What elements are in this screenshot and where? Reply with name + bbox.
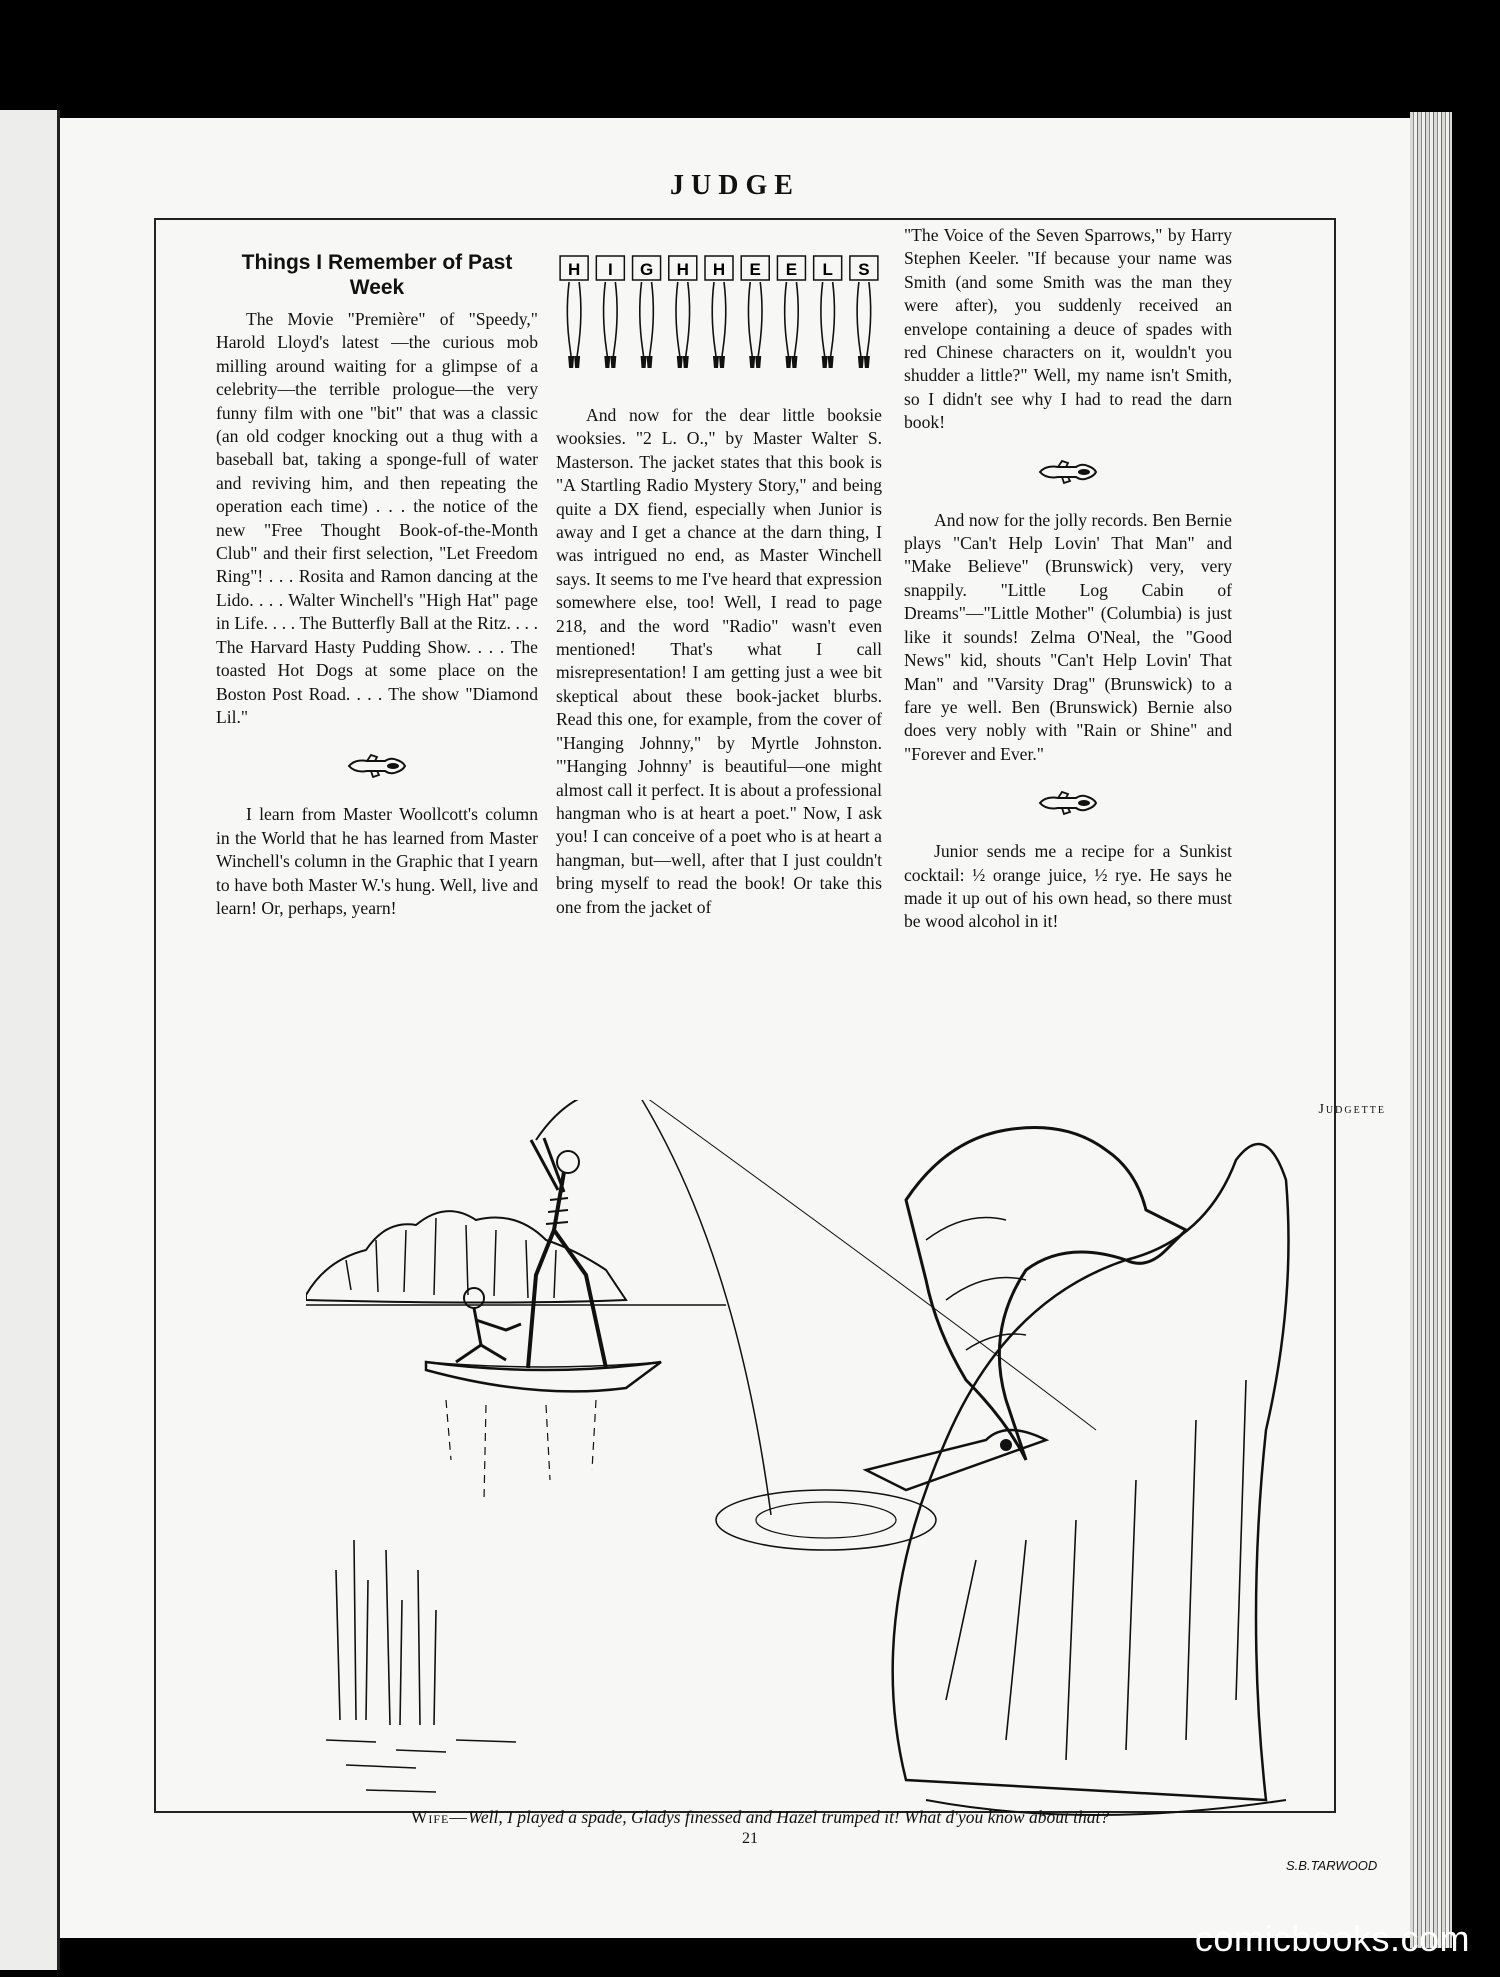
letter-leg-figure [850,256,878,368]
masthead: JUDGE [670,170,800,201]
facing-page-edge [0,110,60,1970]
pointing-hand-divider-icon [1036,457,1100,487]
column-things-i-remember [216,250,538,920]
header-letter: H [712,260,726,279]
caption-text: Well, I played a spade, Gladys finessed and Hazel trumped it! What d'you know about that? [467,1807,1110,1827]
letter-leg-figure [560,256,588,368]
pointing-hand-divider-icon [345,751,409,781]
cartoon-caption [260,1806,1260,1828]
fishing-cartoon-illustration [306,1100,1406,1890]
book-page-edges [1410,112,1452,1948]
header-letter: L [822,260,833,279]
article-paragraph: Junior sends me a recipe for a Sunkist cocktail: ½ orange juice, ½ rye. He says he made it up out of his own head, so there must be wood alcohol in it! [904,841,1232,932]
caption-speaker: Wife— [410,1807,468,1827]
article-paragraph: "The Voice of the Seven Sparrows," by Harry Stephen Keeler. "If because your name was Smith (and some Smith was the man they were after), you suddenly received an envelope containing a deuce of spades with red Chinese characters on it, wouldn't you shudder a little?" Well, my name isn't Smith, so I didn't see why I had to read the darn book! [904,225,1232,433]
column-high-heels [556,254,882,919]
letter-leg-figure [777,256,805,368]
letter-leg-figure [705,256,733,368]
magazine-page [60,118,1410,1938]
author-signature: Judgette [1318,1102,1386,1117]
page-number: 21 [742,1830,758,1847]
site-watermark: comicbooks.com [1194,1918,1470,1959]
artist-signature: S.B.TARWOOD [1286,1858,1378,1873]
article-paragraph: I learn from Master Woollcott's column in the World that he has learned from Master Winchell's column in the Graphic that I yearn to have both Master W.'s hung. Well, live and learn! Or, perhaps, yearn! [216,804,538,918]
article-title: Things I Remember of Past Week [241,251,513,299]
header-letter: H [676,260,689,279]
article-paragraph: And now for the jolly records. Ben Bernie plays "Can't Help Lovin' That Man" and "Make Believe" (Brunswick) very, very snappily. "Little Log Cabin of Dreams"—"Little Mother" (Columbia) is just like it sounds! Zelma O'Neal, the "Good News" kid, shouts "Can't Help Lovin' That Man" and "Varsity Drag" (Brunswick) to a fare ye well. Ben (Brunswick) Bernie also does very nobly with "Rain or Shine" and "Forever and Ever." [904,509,1232,764]
header-letter: I [607,260,613,279]
letter-leg-figure [669,256,697,368]
letter-leg-figure [596,256,624,368]
article-paragraph: And now for the dear little booksie wooksies. "2 L. O.," by Master Walter S. Masterson. The jacket states that this book is "A Startling Radio Mystery Story," and being quite a DX fiend, especially when Junior is away and I get a chance at the darn thing, I was intrigued no end, as Master Winchell says. It seems to me I've heard that expression somewhere else, too! Well, I read to page 218, and the word "Radio" wasn't even mentioned! That's what I call misrepresentation! I am getting just a wee bit skeptical about these book-jacket blurbs. Read this one, for example, from the cover of "Hanging Johnny," by Myrtle Johnston. "'Hanging Johnny' is beautiful—one might almost call it perfect. It is about a professional hangman who is at heart a poet." Now, I ask you! I can conceive of a poet who is at heart a hangman, but—well, after that I just couldn't bring myself to read the book! Or take this one from the jacket of [556,405,882,917]
header-letter: G [639,260,654,279]
column-books-and-records [904,224,1232,934]
header-letter: S [858,260,870,279]
article-paragraph: The Movie "Première" of "Speedy," Harold Lloyd's latest —the curious mob milling around waiting for a glimpse of a celebrity—the terrible prologue—the very funny film with one "bit" that was a classic (an old codger knocking out a thug with a baseball bat, taking a sponge-full of water and reviving him, and then repeating the operation each time) . . . the notice of the new "Free Thought Book-of-the-Month Club" and their first selection, "Let Freedom Ring"! . . . Rosita and Ramon dancing at the Lido. . . . Walter Winchell's "High Hat" page in Life. . . . The Butterfly Ball at the Ritz. . . . The Harvard Hasty Pudding Show. . . . The toasted Hot Dogs at some place on the Boston Post Road. . . . The show "Diamond Lil." [216,309,538,727]
header-letter: E [749,260,761,279]
pointing-hand-divider-icon [1036,788,1100,818]
high-heels-lettered-legs-header [556,254,882,374]
header-letter: E [785,260,798,279]
scan-background [0,0,1500,112]
letter-leg-figure [814,256,842,368]
letter-leg-figure [633,256,661,368]
header-letter: H [567,260,581,279]
letter-leg-figure [741,256,769,368]
